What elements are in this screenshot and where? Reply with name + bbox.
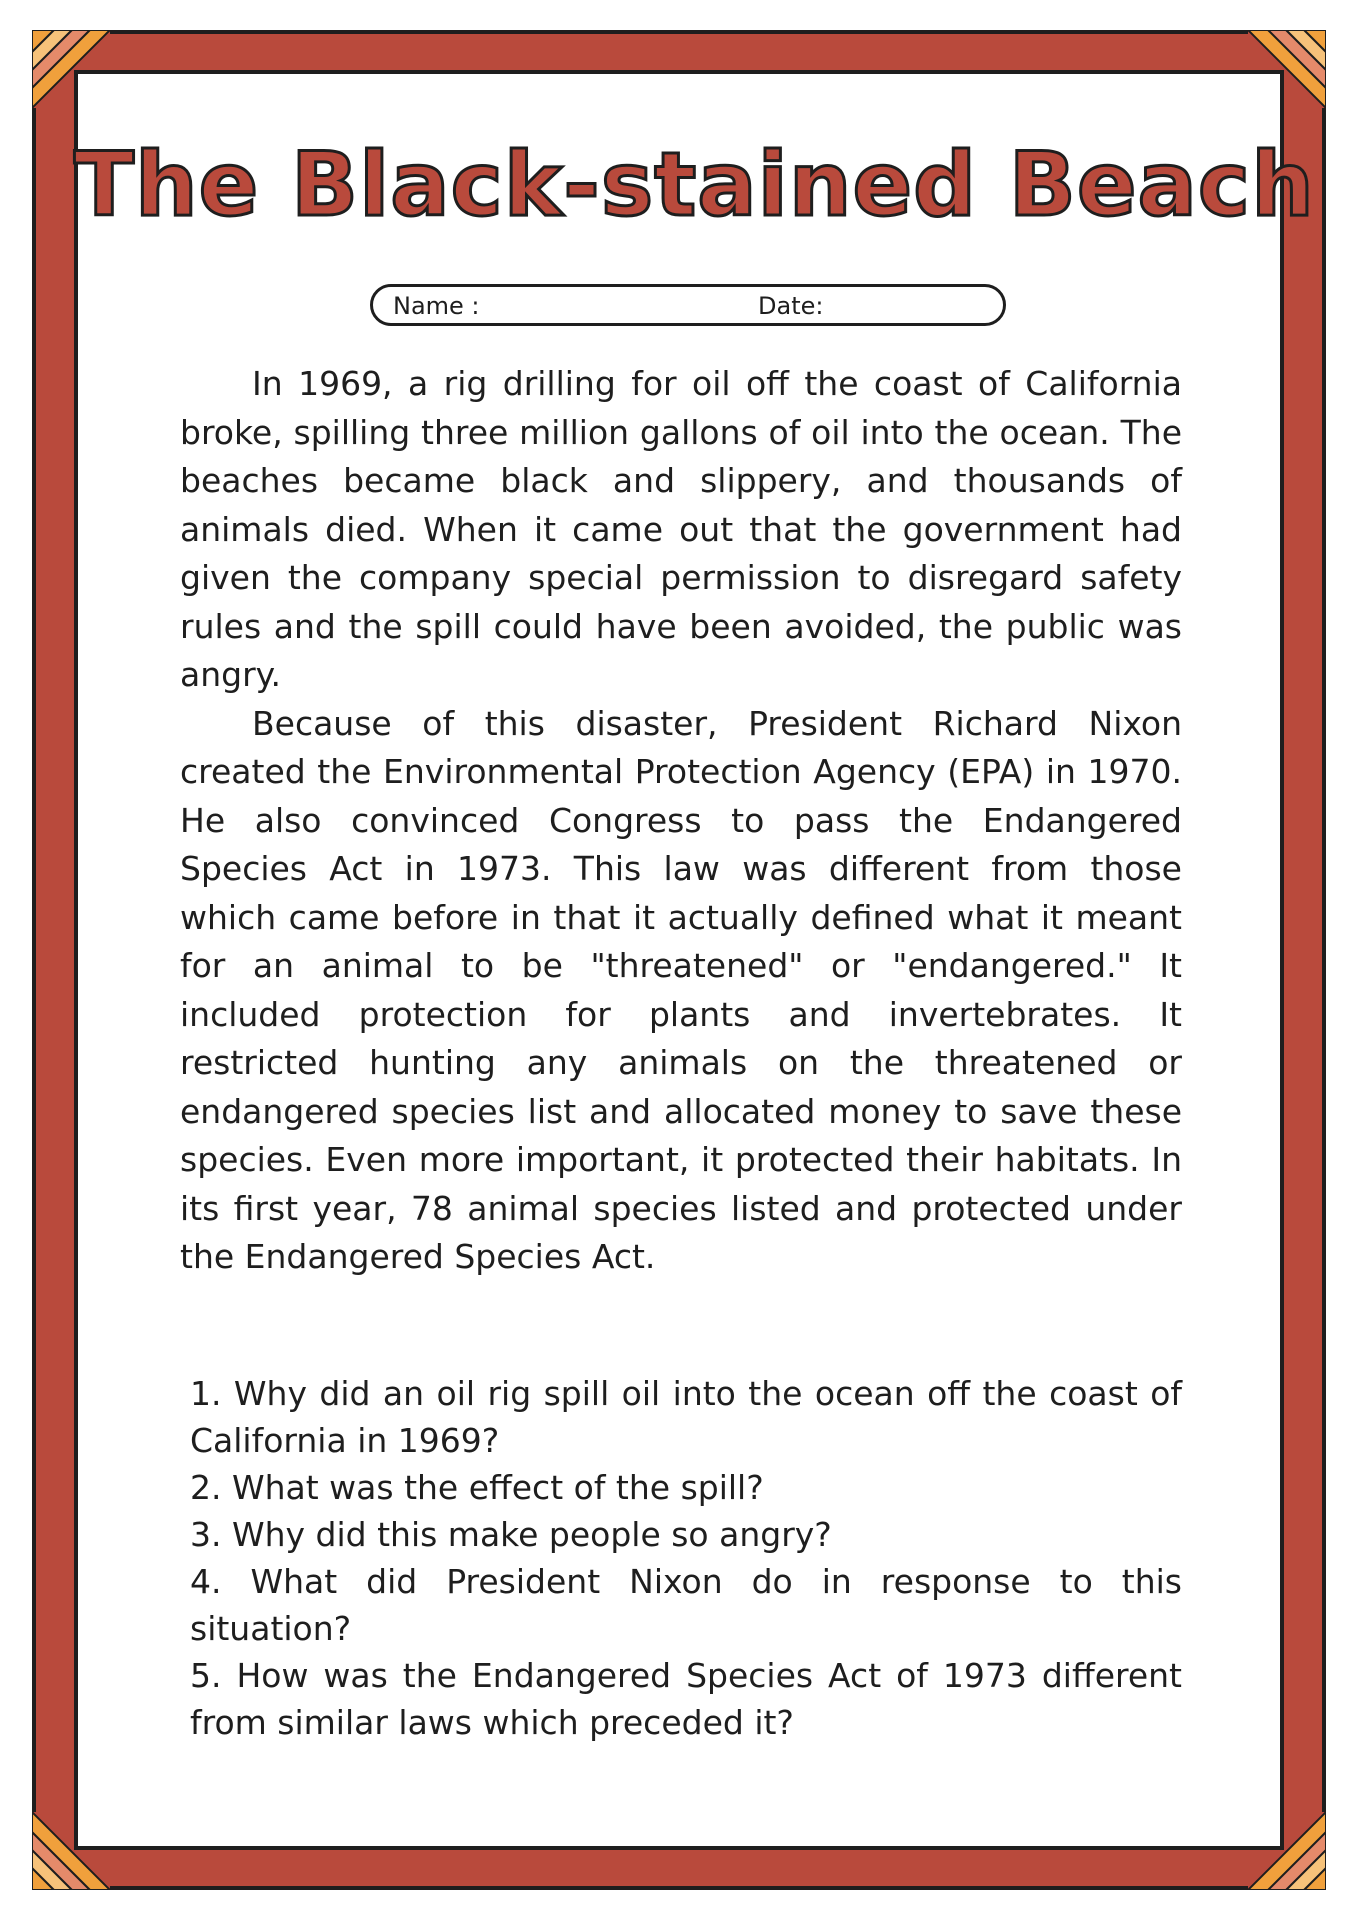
question-list	[190, 1370, 1182, 1746]
name-date-field[interactable]	[370, 284, 1006, 326]
question-item: 3. Why did this make people so angry?	[190, 1515, 832, 1554]
question-item: 4. What did President Nixon do in response to this situation?	[190, 1562, 1182, 1648]
name-label: Name :	[393, 292, 480, 320]
passage-paragraph: Because of this disaster, President Richard Nixon created the Environmental Protection Agency (EPA) in 1970. He also convinced Congress to pass the Endangered Species Act in 1973. This law was different from those which came before in that it actually defined what it meant for an animal to be "threatened" or "endangered." It included protection for plants and invertebrates. It restricted hunting any animals on the threatened or endangered species list and allocated money to save these species. Even more important, it protected their habitats. In its first year, 78 animal species listed and protected under the Endangered Species Act.	[180, 703, 1182, 1276]
worksheet-title: The Black-stained Beach	[74, 133, 1315, 236]
question-item: 5. How was the Endangered Species Act of 1973 different from similar laws which preceded it?	[190, 1656, 1182, 1742]
date-label: Date:	[758, 292, 824, 320]
reading-passage	[180, 360, 1182, 1282]
passage-paragraph: In 1969, a rig drilling for oil off the coast of California broke, spilling three million gallons of oil into the ocean. The beaches became black and slippery, and thousands of animals died. When it came out that the government had given the company special permission to disregard safety rules and the spill could have been avoided, the public was angry.	[180, 364, 1182, 694]
question-item: 1. Why did an oil rig spill oil into the ocean off the coast of California in 1969?	[190, 1374, 1182, 1460]
question-item: 2. What was the effect of the spill?	[190, 1468, 764, 1507]
